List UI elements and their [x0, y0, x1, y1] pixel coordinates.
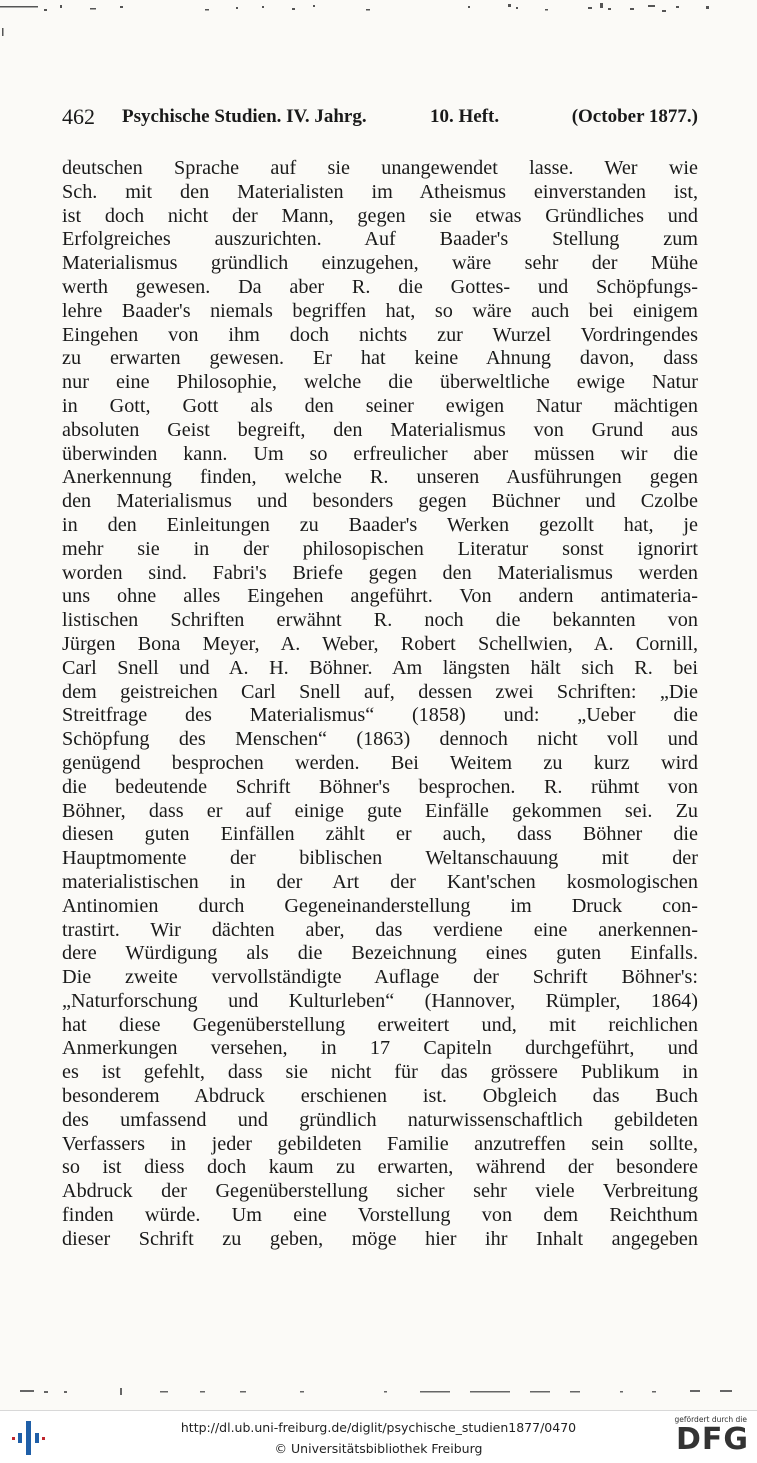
- text-line: hat diese Gegenüberstellung erweitert und, mit reichlichen: [62, 1013, 698, 1036]
- text-line: Böhner, dass er auf einige gute Einfälle gekommen sei. Zu: [62, 799, 698, 822]
- text-line: lehre Baader's niemals begriffen hat, so wäre auch bei einigem: [62, 299, 698, 322]
- text-line: Erfolgreiches auszurichten. Auf Baader's Stellung zum: [62, 228, 698, 251]
- issue-number: 10. Heft.: [430, 106, 500, 127]
- text-line: es ist gefehlt, dass sie nicht für das grössere Publikum in: [62, 1061, 698, 1084]
- journal-title: Psychische Studien. IV. Jahrg.: [122, 106, 367, 127]
- text-line: deutschen Sprache auf sie unangewendet lasse. Wer wie: [62, 157, 698, 179]
- text-line: Streitfrage des Materialismus“ (1858) und: „Ueber die: [62, 704, 698, 727]
- text-line: worden sind. Fabri's Briefe gegen den Materialismus werden: [62, 561, 698, 584]
- text-line: ist doch nicht der Mann, gegen sie etwas Gründliches und: [62, 204, 698, 227]
- scan-edge-noise: [0, 0, 757, 40]
- text-line: überwinden kann. Um so erfreulicher aber müssen wir die: [62, 442, 698, 465]
- text-line: Carl Snell und A. H. Böhner. Am längsten hält sich R. bei: [62, 656, 698, 679]
- text-line: Schöpfung des Menschen“ (1863) dennoch nicht voll und: [62, 728, 698, 751]
- text-line: werth gewesen. Da aber R. die Gottes- und Schöpfungs-: [62, 275, 698, 298]
- text-line: Abdruck der Gegenüberstellung sicher sehr viele Verbreitung: [62, 1180, 698, 1203]
- text-line: genügend besprochen werden. Bei Weitem zu kurz wird: [62, 751, 698, 774]
- text-line: mehr sie in der philosopischen Literatur sonst ignorirt: [62, 537, 698, 560]
- text-line: absoluten Geist begreift, den Materialismus von Grund aus: [62, 418, 698, 441]
- text-line: besonderem Abdruck erschienen ist. Obgleich das Buch: [62, 1085, 698, 1108]
- text-line: diesen guten Einfällen zählt er auch, dass Böhner die: [62, 823, 698, 846]
- text-line: dere Würdigung als die Bezeichnung eines guten Einfalls.: [62, 942, 698, 965]
- text-line: in Gott, Gott als den seiner ewigen Natur mächtigen: [62, 394, 698, 417]
- library-footer: [0, 1410, 757, 1463]
- text-line: dem geistreichen Carl Snell auf, dessen zwei Schriften: „Die: [62, 680, 698, 703]
- text-line: Antinomien durch Gegeneinanderstellung im Druck con-: [62, 894, 698, 917]
- text-line: Eingehen von ihm doch nichts zur Wurzel Vordringendes: [62, 323, 698, 346]
- funder-note: gefördert durch die: [674, 1415, 747, 1424]
- scan-bottom-noise: [0, 1385, 757, 1399]
- text-line: Die zweite vervollständigte Auflage der Schrift Böhner's:: [62, 966, 698, 989]
- dfg-logo: DFG: [675, 1422, 749, 1457]
- text-line: Anerkennung finden, welche R. unseren Ausführungen gegen: [62, 466, 698, 489]
- text-line: Jürgen Bona Meyer, A. Weber, Robert Schellwien, A. Cornill,: [62, 632, 698, 655]
- text-line: Anmerkungen versehen, in 17 Capiteln durchgeführt, und: [62, 1037, 698, 1060]
- text-line: in den Einleitungen zu Baader's Werken gezollt hat, je: [62, 513, 698, 536]
- text-line: Sch. mit den Materialisten im Atheismus einverstanden ist,: [62, 180, 698, 203]
- running-header: [62, 104, 698, 134]
- text-line: trastirt. Wir dächten aber, das verdiene eine anerkennen-: [62, 918, 698, 941]
- body-text: [62, 157, 698, 1252]
- issue-date: (October 1877.): [571, 106, 698, 127]
- text-line: Verfassers in jeder gebildeten Familie anzutreffen sein sollte,: [62, 1132, 698, 1155]
- text-line: listischen Schriften erwähnt R. noch die bekannten von: [62, 609, 698, 632]
- text-line: nur eine Philosophie, welche die überweltliche ewige Natur: [62, 371, 698, 394]
- copyright-notice: © Universitätsbibliothek Freiburg: [274, 1441, 483, 1456]
- source-url-link[interactable]: http://dl.ub.uni-freiburg.de/diglit/psychische_studien1877/0470: [180, 1420, 577, 1435]
- text-line: uns ohne alles Eingehen angeführt. Von andern antimateria-: [62, 585, 698, 608]
- text-line: finden würde. Um eine Vorstellung von dem Reichthum: [62, 1204, 698, 1227]
- text-line: des umfassend und gründlich naturwissenschaftlich gebildeten: [62, 1108, 698, 1131]
- text-line: so ist diess doch kaum zu erwarten, während der besondere: [62, 1156, 698, 1179]
- page-number: 462: [62, 104, 95, 129]
- text-line: dieser Schrift zu geben, möge hier ihr Inhalt angegeben: [62, 1227, 698, 1250]
- text-line: materialistischen in der Art der Kant'schen kosmologischen: [62, 870, 698, 893]
- text-line: zu erwarten gewesen. Er hat keine Ahnung davon, dass: [62, 347, 698, 370]
- text-line: Hauptmomente der biblischen Weltanschauung mit der: [62, 847, 698, 870]
- text-line: Materialismus gründlich einzugehen, wäre sehr der Mühe: [62, 252, 698, 275]
- text-line: die bedeutende Schrift Böhner's besprochen. R. rühmt von: [62, 775, 698, 798]
- text-line: den Materialismus und besonders gegen Büchner und Czolbe: [62, 490, 698, 513]
- text-line: „Naturforschung und Kulturleben“ (Hannover, Rümpler, 1864): [62, 989, 698, 1012]
